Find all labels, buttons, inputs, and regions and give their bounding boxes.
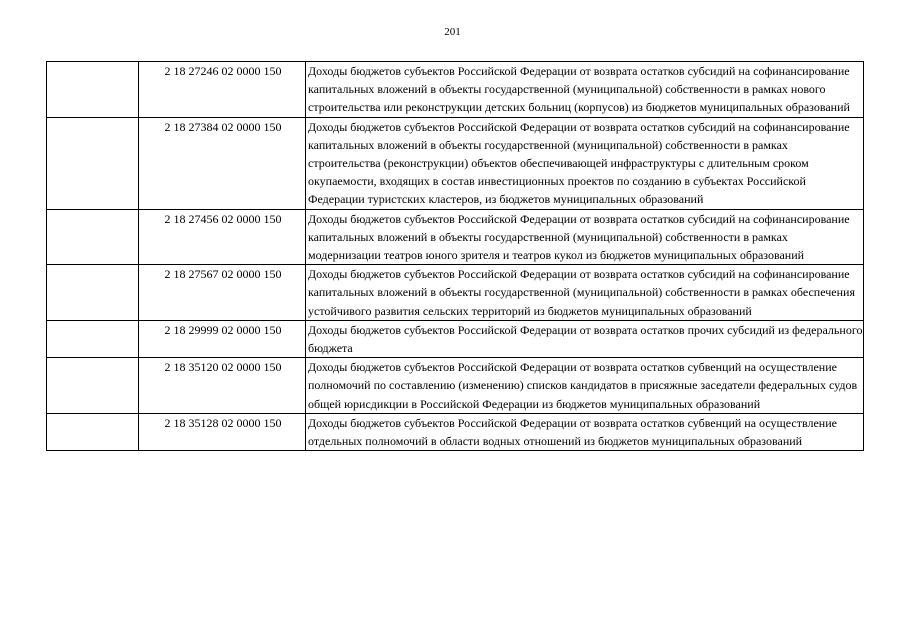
budget-code-cell: 2 18 27456 02 0000 150 — [139, 209, 306, 265]
table-row — [47, 62, 864, 118]
admin-code-cell — [47, 209, 139, 265]
table-row — [47, 358, 864, 414]
budget-code-cell: 2 18 27246 02 0000 150 — [139, 62, 306, 118]
revenue-description-cell: Доходы бюджетов субъектов Российской Федерации от возврата остатков субсидий на софинансирование капитальных вложений в объекты государственной (муниципальной) собственности в рамках нового строительства или реконструкции детских больниц (корпусов) из бюджетов муниципальных образований — [306, 62, 864, 118]
admin-code-cell — [47, 320, 139, 357]
admin-code-cell — [47, 117, 139, 209]
revenue-classification-table — [46, 61, 864, 451]
table-row — [47, 117, 864, 209]
admin-code-cell — [47, 413, 139, 450]
revenue-description-cell: Доходы бюджетов субъектов Российской Федерации от возврата остатков прочих субсидий из федерального бюджета — [306, 320, 864, 357]
table-row — [47, 265, 864, 321]
table-row — [47, 209, 864, 265]
table-row — [47, 320, 864, 357]
table-row — [47, 413, 864, 450]
admin-code-cell — [47, 265, 139, 321]
budget-code-cell: 2 18 35120 02 0000 150 — [139, 358, 306, 414]
budget-code-cell: 2 18 29999 02 0000 150 — [139, 320, 306, 357]
admin-code-cell — [47, 62, 139, 118]
revenue-description-cell: Доходы бюджетов субъектов Российской Федерации от возврата остатков субсидий на софинансирование капитальных вложений в объекты государственной (муниципальной) собственности в рамках строительства (реконструкции) объектов обеспечивающей инфраструктуры с длительным сроком окупаемости, входящих в состав инвестиционных проектов по созданию в субъектах Российской Федерации туристских кластеров, из бюджетов муниципальных образований — [306, 117, 864, 209]
revenue-description-cell: Доходы бюджетов субъектов Российской Федерации от возврата остатков субвенций на осуществление отдельных полномочий в области водных отношений из бюджетов муниципальных образований — [306, 413, 864, 450]
admin-code-cell — [47, 358, 139, 414]
revenue-description-cell: Доходы бюджетов субъектов Российской Федерации от возврата остатков субсидий на софинансирование капитальных вложений в объекты государственной (муниципальной) собственности в рамках модернизации театров юного зрителя и театров кукол из бюджетов муниципальных образований — [306, 209, 864, 265]
budget-code-cell: 2 18 27384 02 0000 150 — [139, 117, 306, 209]
budget-code-cell: 2 18 35128 02 0000 150 — [139, 413, 306, 450]
budget-code-cell: 2 18 27567 02 0000 150 — [139, 265, 306, 321]
revenue-description-cell: Доходы бюджетов субъектов Российской Федерации от возврата остатков субвенций на осуществление полномочий по составлению (изменению) списков кандидатов в присяжные заседатели федеральных судов общей юрисдикции в Российской Федерации из бюджетов муниципальных образований — [306, 358, 864, 414]
revenue-description-cell: Доходы бюджетов субъектов Российской Федерации от возврата остатков субсидий на софинансирование капитальных вложений в объекты государственной (муниципальной) собственности в рамках обеспечения устойчивого развития сельских территорий из бюджетов муниципальных образований — [306, 265, 864, 321]
page-number: 201 — [444, 26, 461, 38]
